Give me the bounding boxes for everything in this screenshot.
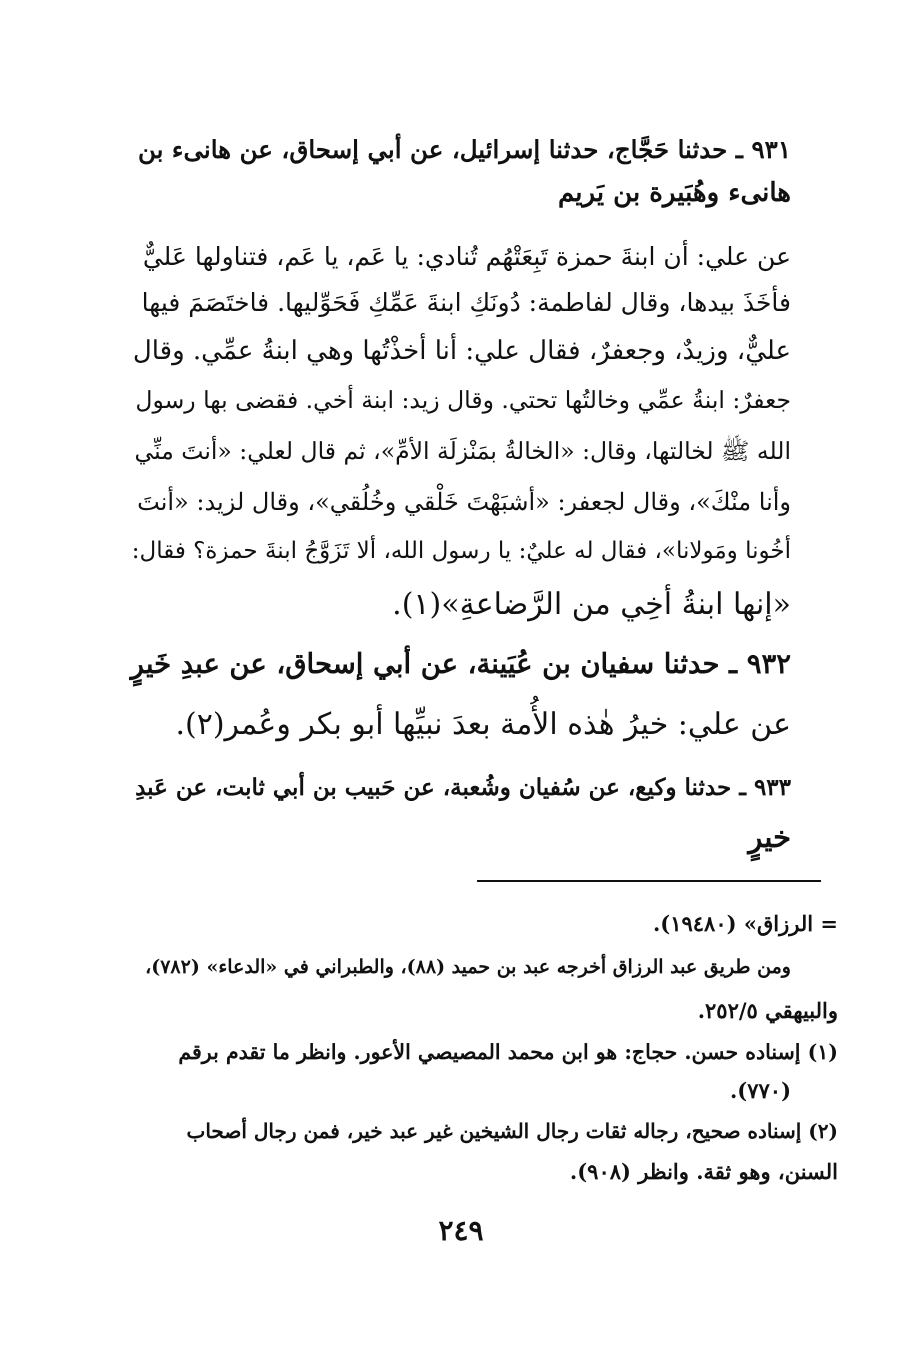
hadith-932-text: عن علي: خيرُ هٰذه الأُمة بعدَ نبيِّها أبو بكر وعُمر(٢). — [175, 707, 791, 742]
footnote-separator — [477, 880, 821, 882]
footnote-continuation-line-1: = الرزاق» (١٩٤٨٠). — [652, 911, 838, 936]
hadith-931-text-line-6: وأنا منْكَ»، وقال لجعفر: «أشبَهْتَ خَلْقي وخُلُقي»، وقال لزيد: «أنتَ — [137, 488, 791, 516]
hadith-931-text-line-1: عن علي: أن ابنةَ حمزة تَبِعَتْهُم تُنادي: يا عَم، يا عَم، فتناولها عَليٌّ — [142, 242, 791, 271]
hadith-933-heading-line-2: خيرٍ — [748, 820, 791, 854]
footnote-continuation-line-3: والبيهقي ٢٥٢/٥. — [697, 998, 838, 1023]
hadith-933-heading-line-1: ٩٣٣ ـ حدثنا وكيع، عن سُفيان وشُعبة، عن حَبيب بن أبي ثابت، عن عَبدِ — [135, 774, 791, 801]
hadith-931-text-line-8: «إنها ابنةُ أخِي من الرَّضاعةِ»(١). — [392, 587, 791, 622]
hadith-931-heading-line-1: ٩٣١ ـ حدثنا حَجَّاج، حدثنا إسرائيل، عن أبي إسحاق، عن هانىء بن — [137, 135, 791, 164]
footnote-continuation-line-2: ومن طريق عبد الرزاق أخرجه عبد بن حميد (٨٨)، والطبراني في «الدعاء» (٧٨٢)، — [145, 956, 791, 978]
hadith-931-text-line-4: جعفرٌ: ابنةُ عمِّي وخالتُها تحتي. وقال زيد: ابنة أخي. فقضى بها رسول — [135, 386, 791, 414]
hadith-931-text-line-7: أخُونا ومَولانا»، فقال له عليٌ: يا رسول الله، ألا تَزَوَّجُ ابنةَ حمزة؟ فقال: — [131, 538, 791, 564]
footnote-1-line-2: (٧٧٠). — [729, 1078, 791, 1103]
footnote-2-line-2: السنن، وهو ثقة. وانظر (٩٠٨). — [569, 1159, 838, 1184]
footnote-2-line-1: (٢) إسناده صحيح، رجاله ثقات رجال الشيخين غير عبد خير، فمن رجال أصحاب — [186, 1119, 838, 1143]
hadith-932-heading: ٩٣٢ ـ حدثنا سفيان بن عُيَينة، عن أبي إسحاق، عن عبدِ خَيرٍ — [130, 648, 791, 680]
hadith-931-heading-line-2: هانىء وهُبَيرة بن يَريم — [558, 178, 791, 208]
hadith-931-text-line-3: عليٌّ، وزيدٌ، وجعفرٌ، فقال علي: أنا أخذْتُها وهي ابنةُ عمِّي. وقال — [132, 336, 791, 366]
hadith-931-text-line-2: فأخَذَ بيدها، وقال لفاطمة: دُونَكِ ابنةَ عَمِّكِ فَحَوِّليها. فاختَصَمَ فيها — [141, 288, 791, 317]
hadith-931-text-line-5: الله ﷺ لخالتها، وقال: «الخالةُ بمَنْزلَة الأمِّ»، ثم قال لعلي: «أنتَ منِّي — [134, 437, 791, 465]
footnote-1-line-1: (١) إسناده حسن. حجاج: هو ابن محمد المصيصي الأعور. وانظر ما تقدم برقم — [178, 1040, 838, 1064]
page-number: ٢٤٩ — [438, 1214, 484, 1247]
